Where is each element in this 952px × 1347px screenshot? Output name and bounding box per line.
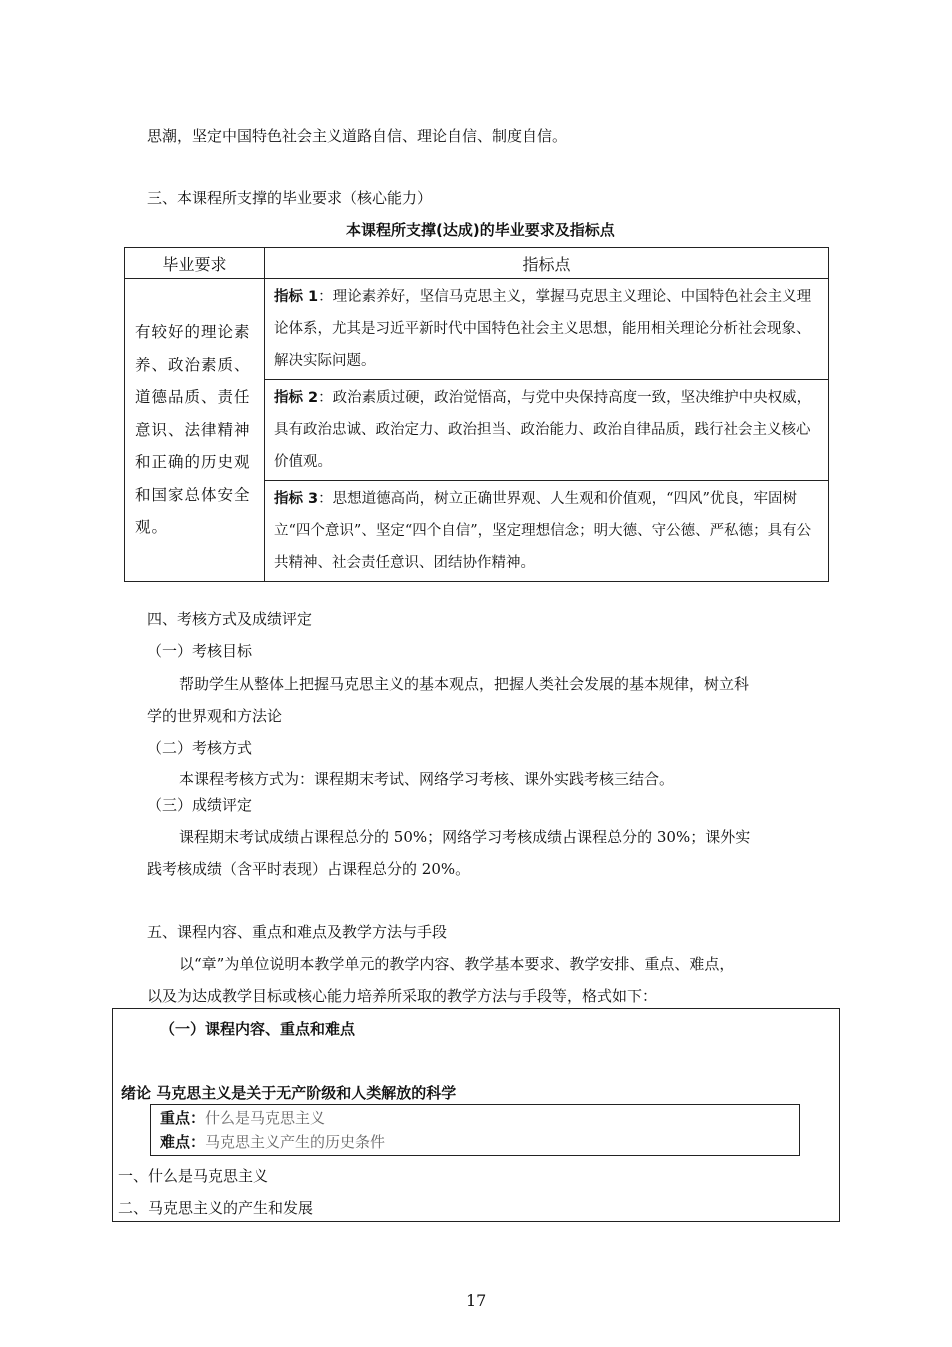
table-caption: 本课程所支撑(达成)的毕业要求及指标点 bbox=[346, 221, 615, 239]
indicator-text: ：思想道德高尚，树立正确世界观、人生观和价值观，“四风”优良，牢固树立“四个意识”、坚定“四个自信”，坚定理想信念；明大德、守公德、严私德；具有公共精神、社会责任意识、团结协作精神。 bbox=[274, 491, 812, 571]
sub2-title: （二）考核方式 bbox=[147, 739, 253, 757]
requirements-table bbox=[124, 247, 829, 582]
indicator-label: 指标 1 bbox=[274, 289, 319, 305]
key-text: 什么是马克思主义 bbox=[205, 1109, 326, 1127]
content-item-1: 一、什么是马克思主义 bbox=[118, 1167, 269, 1185]
content-box-title: （一）课程内容、重点和难点 bbox=[160, 1020, 356, 1038]
difficulty-text: 马克思主义产生的历史条件 bbox=[205, 1133, 386, 1151]
col-header-requirement: 毕业要求 bbox=[125, 248, 265, 279]
indicator-cell-3 bbox=[265, 481, 829, 582]
difficulty-label: 难点 bbox=[160, 1133, 191, 1151]
sub2-text: 本课程考核方式为：课程期末考试、网络学习考核、课外实践考核三结合。 bbox=[179, 770, 675, 788]
chapter-title: 绪论 马克思主义是关于无产阶级和人类解放的科学 bbox=[121, 1084, 457, 1102]
sub3-text-line2: 践考核成绩（含平时表现）占课程总分的 20%。 bbox=[147, 860, 471, 878]
sub1-text-line2: 学的世界观和方法论 bbox=[147, 707, 283, 725]
table-row bbox=[125, 279, 829, 380]
col-header-indicator: 指标点 bbox=[265, 248, 829, 279]
content-item-2: 二、马克思主义的产生和发展 bbox=[118, 1199, 314, 1217]
indicator-text: ：理论素养好，坚信马克思主义，掌握马克思主义理论、中国特色社会主义理论体系，尤其是习近平新时代中国特色社会主义思想，能用相关理论分析社会现象、解决实际问题。 bbox=[274, 289, 812, 369]
intro-tail-text: 思潮，坚定中国特色社会主义道路自信、理论自信、制度自信。 bbox=[147, 127, 568, 145]
section5-text-line2: 以及为达成教学目标或核心能力培养所采取的教学方法与手段等，格式如下： bbox=[147, 987, 658, 1005]
sub1-title: （一）考核目标 bbox=[147, 642, 253, 660]
sub3-title: （三）成绩评定 bbox=[147, 796, 253, 814]
requirement-cell: 有较好的理论素养、政治素质、道德品质、责任意识、法律精神和正确的历史观和国家总体安全观。 bbox=[125, 279, 265, 582]
section5-text-line1: 以“章”为单位说明本教学单元的教学内容、教学基本要求、教学安排、重点、难点， bbox=[179, 955, 735, 973]
indicator-cell-2 bbox=[265, 380, 829, 481]
section3-heading: 三、本课程所支撑的毕业要求（核心能力） bbox=[147, 189, 433, 207]
indicator-label: 指标 3 bbox=[274, 491, 319, 507]
page-number: 17 bbox=[466, 1291, 487, 1310]
table-header-row bbox=[125, 248, 829, 279]
key-label: 重点 bbox=[160, 1109, 191, 1127]
section5-heading: 五、课程内容、重点和难点及教学方法与手段 bbox=[147, 923, 448, 941]
indicator-label: 指标 2 bbox=[274, 390, 319, 406]
difficulty-row: 难点：马克思主义产生的历史条件 bbox=[160, 1133, 386, 1151]
indicator-cell-1 bbox=[265, 279, 829, 380]
key-point-row: 重点：什么是马克思主义 bbox=[160, 1109, 326, 1127]
sub1-text-line1: 帮助学生从整体上把握马克思主义的基本观点，把握人类社会发展的基本规律，树立科 bbox=[179, 675, 750, 693]
indicator-text: ：政治素质过硬，政治觉悟高，与党中央保持高度一致，坚决维护中央权威，具有政治忠诚、政治定力、政治担当、政治能力、政治自律品质，践行社会主义核心价值观。 bbox=[274, 390, 812, 470]
section4-heading: 四、考核方式及成绩评定 bbox=[147, 610, 313, 628]
sub3-text-line1: 课程期末考试成绩占课程总分的 50%；网络学习考核成绩占课程总分的 30%；课外实 bbox=[179, 828, 751, 846]
